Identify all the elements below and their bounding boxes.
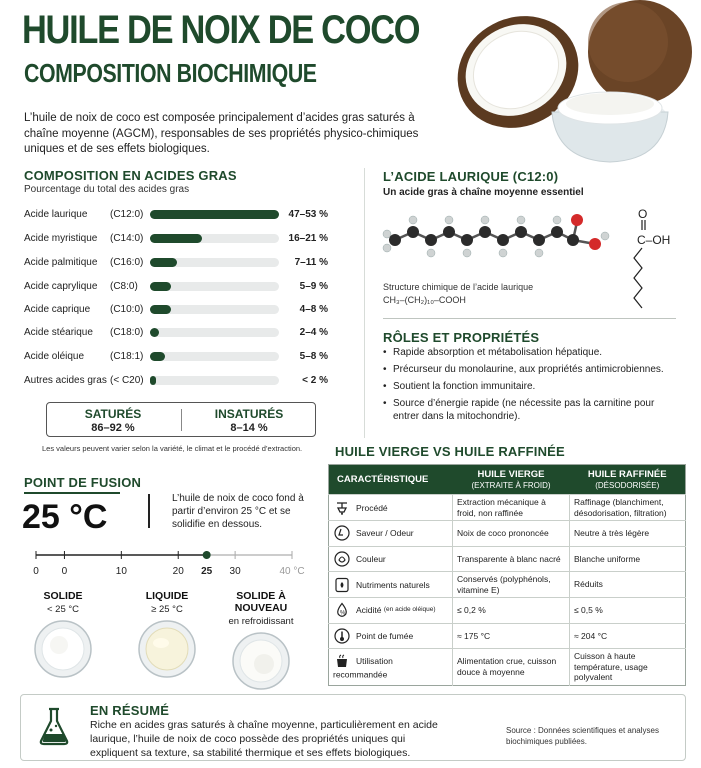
state-detail: en refroidissant	[228, 616, 294, 627]
unsaturated-group	[189, 407, 309, 434]
scale-tick-label: 25	[201, 566, 213, 577]
percentage-bar-fill	[150, 258, 177, 267]
table-cell	[329, 495, 453, 521]
fatty-acid-percentage: 16–21 %	[288, 233, 328, 244]
lauric-caption-block	[383, 281, 533, 307]
scale-tick-label: 30	[229, 566, 241, 577]
saturated-group	[53, 407, 173, 434]
column-header: CARACTÉRISTIQUE	[329, 465, 453, 495]
table-cell: Transparente à blanc nacré	[453, 546, 570, 572]
formula-oxygen: O	[638, 207, 648, 221]
list-item: • Source d’énergie rapide (ne nécessite pas la carnitine pour entrer dans la mitochondrie).	[383, 397, 683, 423]
table-cell: Noix de coco prononcée	[453, 521, 570, 547]
percentage-bar-fill	[150, 234, 202, 243]
scale-tick-label: 40 °C	[279, 566, 305, 577]
fatty-acid-name: Acide oléique	[24, 351, 85, 362]
list-item: • Précurseur du monolaurine, aux propriétés antimicrobiennes.	[383, 363, 683, 376]
percentage-bar-fill	[150, 305, 171, 314]
fatty-acid-percentage: 5–8 %	[299, 351, 328, 362]
lauric-title: L’ACIDE LAURIQUE (C12:0)	[383, 169, 559, 184]
column-divider	[364, 168, 365, 438]
divider	[383, 318, 676, 319]
formula-carboxyl: C–OH	[637, 233, 671, 247]
scale-tick-label: 10	[115, 566, 127, 577]
divider	[148, 494, 150, 528]
row-label: Saveur / Odeur	[356, 528, 414, 538]
percentage-bar-fill	[150, 328, 159, 337]
fatty-acid-code: (C18:0)	[110, 327, 144, 338]
table-cell: Réduits	[570, 572, 686, 598]
state-detail: < 25 °C	[46, 604, 80, 615]
fatty-acid-row	[24, 231, 344, 247]
page-subtitle: COMPOSITION BIOCHIMIQUE	[24, 58, 317, 88]
temperature-scale	[22, 545, 305, 579]
percentage-bar	[150, 376, 279, 385]
table-row	[329, 598, 686, 624]
fatty-acid-name: Acide caprylique	[24, 281, 98, 292]
table-row	[329, 623, 686, 649]
coconut-illustration	[450, 0, 701, 170]
fatty-acid-code: (C10:0)	[110, 304, 144, 315]
table-cell: Cuisson à haute température, usage polyvalent	[570, 649, 686, 686]
fatty-acid-code: (< C20)	[110, 375, 144, 386]
fatty-acid-code: (C18:1)	[110, 351, 144, 362]
row-label: Utilisation recommandée	[333, 656, 393, 680]
fatty-acid-percentage: 5–9 %	[299, 281, 328, 292]
thermometer-icon	[333, 628, 351, 644]
table-header-row	[329, 465, 686, 495]
state-detail: ≥ 25 °C	[151, 604, 183, 615]
row-label: Couleur	[356, 553, 386, 564]
percentage-bar	[150, 328, 279, 337]
table-row	[329, 649, 686, 686]
table-cell	[329, 649, 453, 686]
lauric-subtitle: Un acide gras à chaîne moyenne essentiel	[383, 187, 584, 198]
state-label: LIQUIDE	[145, 590, 189, 602]
column-header: HUILE VIERGE (EXTRAITE À FROID)	[453, 465, 570, 495]
nutrient-icon	[333, 577, 351, 593]
saturated-value: 86–92 %	[91, 422, 135, 434]
composition-title: COMPOSITION EN ACIDES GRAS	[24, 168, 237, 183]
fatty-acid-code: (C8:0)	[110, 281, 138, 292]
table-cell: Neutre à très légère	[570, 521, 686, 547]
percentage-bar-fill	[150, 210, 279, 219]
state-liquid	[122, 590, 212, 684]
fusion-value: 25 °C	[22, 498, 108, 536]
table-cell	[329, 546, 453, 572]
fatty-acid-row	[24, 325, 344, 341]
divider	[181, 409, 182, 431]
state-resolid	[216, 590, 306, 696]
lauric-molecule-model	[383, 210, 613, 270]
nose-icon	[333, 525, 351, 541]
comparison-table	[328, 464, 686, 686]
fatty-acid-name: Acide caprique	[24, 304, 91, 315]
state-solid	[18, 590, 108, 684]
drop-icon	[333, 602, 351, 618]
roles-list	[383, 346, 683, 427]
fatty-acid-percentage: < 2 %	[302, 375, 328, 386]
state-label: SOLIDE	[43, 590, 83, 602]
percentage-bar-fill	[150, 376, 156, 385]
fatty-acid-name: Acide laurique	[24, 209, 88, 220]
intro-text: L’huile de noix de coco est composée principalement d’acides gras saturés à chaîne moyenne (AGCM), responsables de ses propriétés physico-chimiques uniques et de ses effets biologiques.	[24, 112, 419, 155]
saturated-label: SATURÉS	[84, 407, 142, 421]
table-cell: Conservés (polyphénols, vitamine E)	[453, 572, 570, 598]
composition-note: Les valeurs peuvent varier selon la variété, le climat et le procédé d’extraction.	[42, 444, 303, 453]
table-cell	[329, 623, 453, 649]
fatty-acid-percentage: 4–8 %	[299, 304, 328, 315]
table-cell: Extraction mécanique à froid, non raffinée	[453, 495, 570, 521]
fatty-acid-code: (C12:0)	[110, 209, 144, 220]
eye-icon	[333, 551, 351, 567]
percentage-bar-fill	[150, 352, 165, 361]
fatty-acid-code: (C16:0)	[110, 257, 144, 268]
fatty-acid-percentage: 2–4 %	[299, 327, 328, 338]
fatty-acid-code: (C14:0)	[110, 233, 144, 244]
row-label: Point de fumée	[356, 630, 414, 641]
row-label: Procédé	[356, 502, 388, 513]
table-cell: Blanche uniforme	[570, 546, 686, 572]
melting-point-marker	[203, 551, 211, 559]
list-item: • Rapide absorption et métabolisation hépatique.	[383, 346, 683, 359]
percentage-bar	[150, 352, 279, 361]
fatty-acid-name: Autres acides gras	[24, 375, 107, 386]
table-cell: ≈ 175 °C	[453, 623, 570, 649]
table-cell: ≈ 204 °C	[570, 623, 686, 649]
fatty-acid-name: Acide palmitique	[24, 257, 98, 268]
fatty-acid-row	[24, 207, 344, 223]
table-row	[329, 572, 686, 598]
fatty-acid-row	[24, 373, 344, 389]
page-title: HUILE DE NOIX DE COCO	[22, 8, 420, 52]
row-label: Acidité	[356, 605, 382, 615]
fatty-acid-percentage: 47–53 %	[288, 209, 328, 220]
scale-tick-label: 0	[33, 566, 39, 577]
liquid-oil-dish-icon	[137, 619, 197, 679]
table-cell	[329, 572, 453, 598]
states-row	[18, 590, 318, 690]
summary-title: EN RÉSUMÉ	[90, 703, 170, 718]
solid-oil-dish-icon	[33, 619, 93, 679]
table-cell: ≤ 0,5 %	[570, 598, 686, 624]
svg-text:%: %	[340, 610, 346, 617]
table-cell	[329, 521, 453, 547]
lauric-skeletal-formula	[620, 206, 690, 316]
fatty-acid-name: Acide myristique	[24, 233, 98, 244]
table-row	[329, 546, 686, 572]
scale-tick-label: 20	[172, 566, 184, 577]
fatty-acid-row	[24, 302, 344, 318]
percentage-bar	[150, 210, 279, 219]
table-cell	[329, 598, 453, 624]
fatty-acid-percentage: 7–11 %	[294, 257, 328, 268]
unsaturated-label: INSATURÉS	[214, 407, 284, 421]
row-label: Nutriments naturels	[356, 579, 430, 590]
fusion-description: L’huile de noix de coco fond à partir d’environ 25 °C et se solidifie en dessous.	[172, 493, 304, 530]
press-icon	[333, 500, 351, 516]
comparison-title: HUILE VIERGE VS HUILE RAFFINÉE	[335, 444, 565, 459]
table-cell: ≤ 0,2 %	[453, 598, 570, 624]
fatty-acid-row	[24, 279, 344, 295]
scale-tick-label: 0	[61, 566, 68, 577]
state-label: SOLIDE À NOUVEAU	[234, 590, 288, 614]
lauric-formula: CH₃–(CH₂)₁₀–COOH	[383, 295, 466, 305]
percentage-bar	[150, 234, 279, 243]
resolid-oil-dish-icon	[231, 631, 291, 691]
row-label-note: (en acide oléique)	[383, 606, 436, 613]
percentage-bar	[150, 305, 279, 314]
unsaturated-value: 8–14 %	[230, 422, 268, 434]
summary-text: Riche en acides gras saturés à chaîne moyenne, particulièrement en acide laurique, l’huile de noix de coco possède des propriétés uniques qui expliquent sa texture, sa stabilité thermique et ses effets biologiques.	[90, 719, 438, 759]
percentage-bar-fill	[150, 282, 171, 291]
table-cell: Alimentation crue, cuisson douce à moyenne	[453, 649, 570, 686]
composition-subtitle: Pourcentage du total des acides gras	[24, 184, 190, 195]
table-row	[329, 495, 686, 521]
lauric-caption: Structure chimique de l’acide laurique	[383, 282, 534, 292]
fatty-acid-name: Acide stéarique	[24, 327, 93, 338]
table-row	[329, 521, 686, 547]
percentage-bar	[150, 258, 279, 267]
roles-title: RÔLES ET PROPRIÉTÉS	[383, 330, 540, 345]
summary-source: Source : Données scientifiques et analyses biochimiques publiées.	[506, 726, 659, 746]
fusion-title: POINT DE FUSION	[24, 475, 142, 490]
flask-icon	[36, 706, 72, 746]
table-cell: Raffinage (blanchiment, désodorisation, filtration)	[570, 495, 686, 521]
percentage-bar	[150, 282, 279, 291]
fusion-underline	[24, 492, 120, 494]
column-header: HUILE RAFFINÉE (DÉSODORISÉE)	[570, 465, 686, 495]
list-item: • Soutient la fonction immunitaire.	[383, 380, 683, 393]
fatty-acid-row	[24, 255, 344, 271]
saturation-summary-box	[46, 402, 316, 437]
fatty-acid-row	[24, 349, 344, 365]
pan-icon	[333, 653, 351, 669]
